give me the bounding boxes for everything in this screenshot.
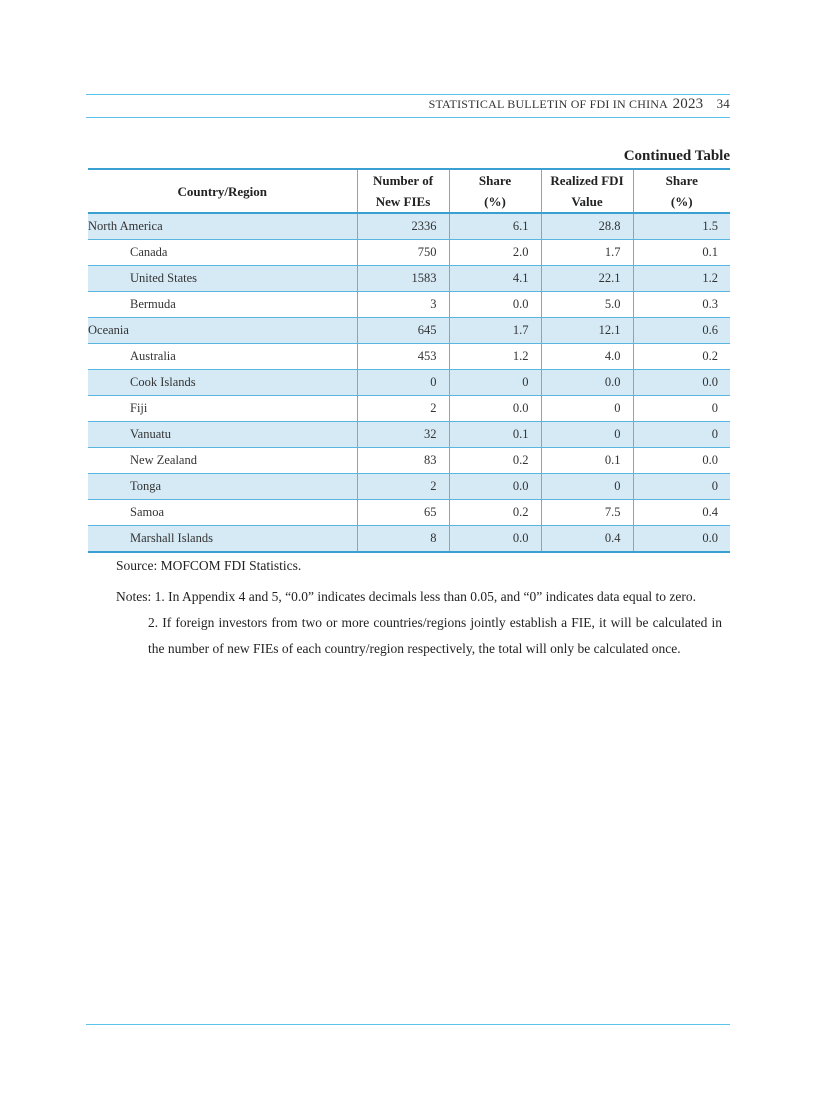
table-row xyxy=(88,266,730,292)
col-header-share-new-fies-line2: (%) xyxy=(484,194,506,209)
table-row xyxy=(88,448,730,474)
cell-share-new-fies: 0.1 xyxy=(449,422,541,448)
cell-realized-fdi: 7.5 xyxy=(541,500,633,526)
country-name: Bermuda xyxy=(88,292,357,318)
cell-share-new-fies: 0.0 xyxy=(449,526,541,553)
table-row xyxy=(88,396,730,422)
col-header-country xyxy=(88,169,357,213)
country-name: New Zealand xyxy=(88,448,357,474)
header-top-rule xyxy=(86,94,730,95)
fdi-country-table xyxy=(88,168,730,553)
table-row xyxy=(88,370,730,396)
cell-share-fdi: 0 xyxy=(633,474,730,500)
cell-share-new-fies: 0.2 xyxy=(449,500,541,526)
cell-new-fies: 83 xyxy=(357,448,449,474)
cell-share-fdi: 0.4 xyxy=(633,500,730,526)
country-name: Fiji xyxy=(88,396,357,422)
cell-realized-fdi: 0 xyxy=(541,474,633,500)
cell-realized-fdi: 0 xyxy=(541,396,633,422)
region-name: Oceania xyxy=(88,318,357,344)
cell-share-fdi: 1.5 xyxy=(633,213,730,240)
cell-realized-fdi: 5.0 xyxy=(541,292,633,318)
bulletin-year: 2023 xyxy=(672,96,704,112)
cell-share-fdi: 0 xyxy=(633,422,730,448)
footer-rule xyxy=(86,1024,730,1025)
cell-share-fdi: 0.0 xyxy=(633,448,730,474)
cell-share-new-fies: 0.0 xyxy=(449,292,541,318)
cell-new-fies: 8 xyxy=(357,526,449,553)
col-header-new-fies xyxy=(357,169,449,213)
col-header-share-fdi xyxy=(633,169,730,213)
table-row xyxy=(88,213,730,240)
note-2: 2. If foreign investors from two or more countries/regions jointly establish a FIE, it will be calculated in the number of new FIEs of each country/region respectively, the total will only be calculated once. xyxy=(148,615,722,656)
cell-share-new-fies: 0 xyxy=(449,370,541,396)
col-header-share-fdi-line2: (%) xyxy=(670,194,693,209)
cell-new-fies: 2 xyxy=(357,474,449,500)
cell-new-fies: 2336 xyxy=(357,213,449,240)
cell-new-fies: 1583 xyxy=(357,266,449,292)
table-row xyxy=(88,474,730,500)
cell-new-fies: 65 xyxy=(357,500,449,526)
cell-realized-fdi: 4.0 xyxy=(541,344,633,370)
page-number: 34 xyxy=(716,96,730,111)
table-row xyxy=(88,292,730,318)
cell-share-fdi: 0.2 xyxy=(633,344,730,370)
cell-share-new-fies: 2.0 xyxy=(449,240,541,266)
cell-share-fdi: 0.1 xyxy=(633,240,730,266)
table-row xyxy=(88,500,730,526)
col-header-realized-fdi xyxy=(541,169,633,213)
cell-realized-fdi: 22.1 xyxy=(541,266,633,292)
cell-share-new-fies: 4.1 xyxy=(449,266,541,292)
col-header-share-new-fies xyxy=(449,169,541,213)
bulletin-title: STATISTICAL BULLETIN OF FDI IN CHINA xyxy=(428,97,668,111)
cell-realized-fdi: 0.0 xyxy=(541,370,633,396)
country-name: Vanuatu xyxy=(88,422,357,448)
cell-realized-fdi: 0.4 xyxy=(541,526,633,553)
cell-share-new-fies: 6.1 xyxy=(449,213,541,240)
table-row xyxy=(88,422,730,448)
table-caption: Continued Table xyxy=(623,148,730,164)
col-header-share-fdi-line1: Share xyxy=(665,173,698,188)
cell-realized-fdi: 1.7 xyxy=(541,240,633,266)
table-body xyxy=(88,213,730,552)
cell-share-new-fies: 1.2 xyxy=(449,344,541,370)
col-header-country-label: Country/Region xyxy=(177,183,268,199)
table-row xyxy=(88,240,730,266)
col-header-share-new-fies-line1: Share xyxy=(478,173,512,188)
cell-share-fdi: 0.0 xyxy=(633,526,730,553)
country-name: United States xyxy=(88,266,357,292)
region-name: North America xyxy=(88,213,357,240)
cell-new-fies: 453 xyxy=(357,344,449,370)
cell-new-fies: 645 xyxy=(357,318,449,344)
col-header-realized-fdi-line1: Realized FDI xyxy=(550,173,624,188)
country-name: Cook Islands xyxy=(88,370,357,396)
country-name: Tonga xyxy=(88,474,357,500)
header-bottom-rule xyxy=(86,117,730,118)
table-row xyxy=(88,318,730,344)
table-row xyxy=(88,526,730,553)
col-header-new-fies-line2: New FIEs xyxy=(375,194,431,209)
cell-new-fies: 750 xyxy=(357,240,449,266)
country-name: Canada xyxy=(88,240,357,266)
col-header-new-fies-line1: Number of xyxy=(372,173,434,188)
cell-realized-fdi: 28.8 xyxy=(541,213,633,240)
table-row xyxy=(88,344,730,370)
notes-block xyxy=(116,584,722,662)
cell-share-fdi: 1.2 xyxy=(633,266,730,292)
cell-share-new-fies: 1.7 xyxy=(449,318,541,344)
cell-share-fdi: 0.0 xyxy=(633,370,730,396)
cell-share-fdi: 0.6 xyxy=(633,318,730,344)
cell-realized-fdi: 0.1 xyxy=(541,448,633,474)
country-name: Australia xyxy=(88,344,357,370)
cell-realized-fdi: 12.1 xyxy=(541,318,633,344)
cell-share-fdi: 0.3 xyxy=(633,292,730,318)
cell-new-fies: 32 xyxy=(357,422,449,448)
source-note: Source: MOFCOM FDI Statistics. xyxy=(116,558,302,573)
country-name: Samoa xyxy=(88,500,357,526)
col-header-realized-fdi-line2: Value xyxy=(571,194,603,209)
cell-share-new-fies: 0.0 xyxy=(449,474,541,500)
cell-new-fies: 2 xyxy=(357,396,449,422)
country-name: Marshall Islands xyxy=(88,526,357,553)
cell-share-fdi: 0 xyxy=(633,396,730,422)
table-header xyxy=(88,169,730,213)
running-header xyxy=(86,96,730,113)
cell-realized-fdi: 0 xyxy=(541,422,633,448)
cell-new-fies: 0 xyxy=(357,370,449,396)
note-1: Notes: 1. In Appendix 4 and 5, “0.0” indicates decimals less than 0.05, and “0” indicates data equal to zero. xyxy=(116,589,696,604)
cell-share-new-fies: 0.0 xyxy=(449,396,541,422)
cell-share-new-fies: 0.2 xyxy=(449,448,541,474)
cell-new-fies: 3 xyxy=(357,292,449,318)
